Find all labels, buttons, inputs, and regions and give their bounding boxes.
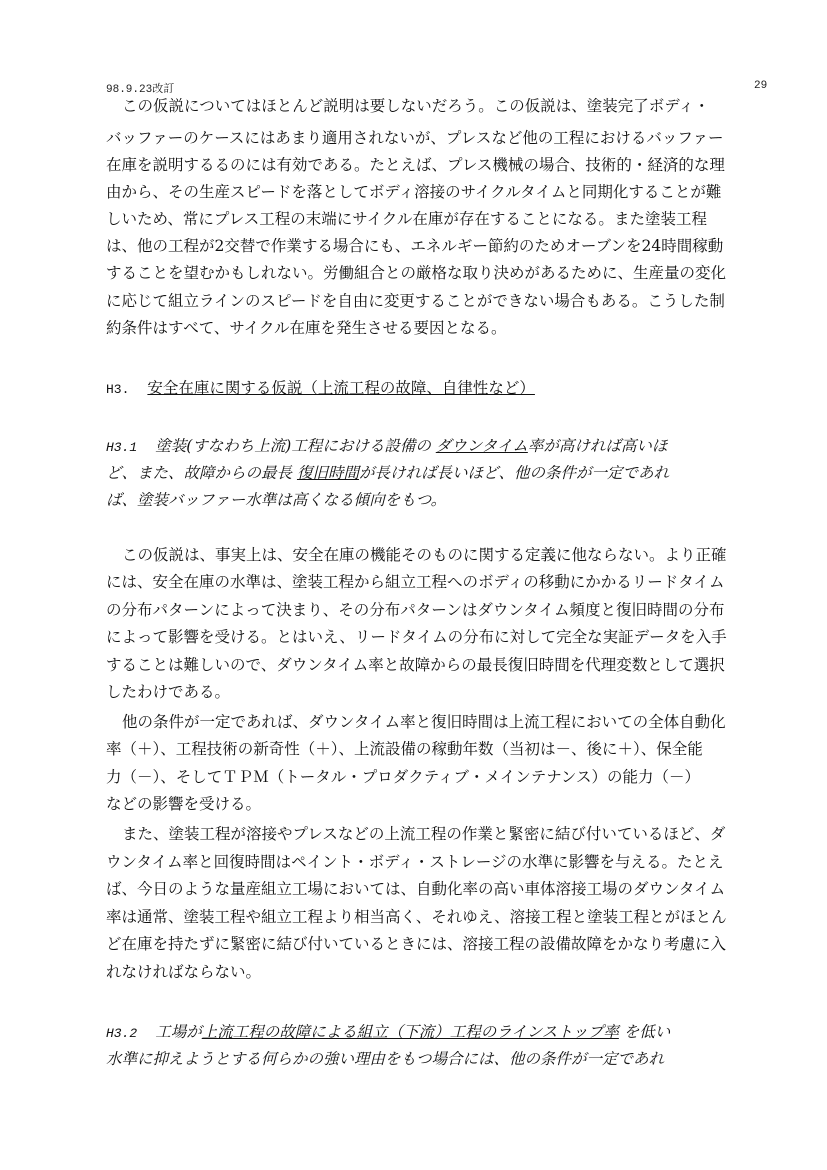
underlined-term: 上流工程の故障による組立（下流）工程のラインストップ率 (201, 1023, 619, 1041)
section-heading-h3 (106, 376, 535, 398)
heading-id: H3. (106, 382, 130, 397)
text-line: ウンタイム率と回復時間はペイント・ボディ・ストレージの水準に影響を与える。たとえ (106, 853, 724, 871)
text-line: この仮説は、事実上は、安全在庫の機能そのものに関する定義に他ならない。より正確 (122, 546, 727, 564)
text-line: の分布パターンによって決まり、その分布パターンはダウンタイム頻度と復旧時間の分布 (106, 601, 725, 619)
text-line: 力（－）、そしてＴＰＭ（トータル・プロダクティブ・メインテナンス）の能力（－） (106, 768, 700, 786)
text-line: などの影響を受ける。 (106, 795, 262, 813)
text-line: れなければならない。 (106, 963, 262, 981)
heading-title: 安全在庫に関する仮説（上流工程の故障、自律性など） (147, 379, 535, 397)
underlined-term: 復旧時間 (296, 464, 359, 482)
text-line: ば、今日のような量産組立工場においては、自動化率の高い車体溶接工場のダウンタイム (106, 880, 726, 898)
text-line: 約条件はすべて、サイクル在庫を発生させる要因となる。 (106, 319, 507, 337)
hypothesis-text: ど、また、故障からの最長 (106, 464, 293, 482)
text-line: 在庫を説明するるのには有効である。たとえば、プレス機械の場合、技術的・経済的な理 (106, 156, 725, 174)
hypothesis-text: 工場が (155, 1023, 202, 1041)
text-line: ど在庫を持たずに緊密に結び付いているときには、溶接工程の設備故障をかなり考慮に入 (106, 935, 727, 953)
text-line: したわけである。 (106, 683, 231, 701)
text-line: バッファーのケースにはあまり適用されないが、プレスなど他の工程におけるバッファー (106, 129, 724, 147)
text-line: 他の条件が一定であれば、ダウンタイム率と復旧時間は上流工程においての全体自動化 (122, 713, 726, 731)
hypothesis-text: 率が高ければ高いほ (527, 437, 668, 455)
text-line: 由から、その生産スピードを落としてボディ溶接のサイクルタイムと同期化することが難 (106, 183, 722, 201)
header-date: 98.9.23改訂 (106, 84, 175, 96)
hypothesis-id: H3.1 (106, 440, 138, 455)
hypothesis-line: ば、塗装バッファー水準は高くなる傾向をもつ。 (106, 491, 447, 509)
hypothesis-line (106, 434, 667, 456)
text-line: 率（＋）、工程技術の新奇性（＋）、上流設備の稼動年数（当初は－、後に＋）、保全能 (106, 740, 703, 758)
text-line: しいため、常にプレス工程の末端にサイクル在庫が存在することになる。また塗装工程 (106, 210, 707, 228)
text-line: には、安全在庫の水準は、塗装工程から組立工程へのボディの移動にかかるリードタイム (106, 573, 725, 591)
text-line: に応じて組立ラインのスピードを自由に変更することができない場合もある。こうした制 (106, 292, 725, 310)
hypothesis-line: 水準に抑えようとする何らかの強い理由をもつ場合には、他の条件が一定であれ (106, 1050, 665, 1068)
text-line: 率は通常、塗装工程や組立工程より相当高く、それゆえ、溶接工程と塗装工程とがほとん (106, 908, 727, 926)
hypothesis-line (106, 461, 669, 483)
underlined-term: ダウンタイム (435, 437, 528, 455)
hypothesis-text: を低い (623, 1023, 671, 1041)
page-number: 29 (754, 80, 768, 92)
hypothesis-text: が長ければ長いほど、他の条件が一定であれ (358, 464, 669, 482)
hypothesis-text: 塗装(すなわち上流)工程における設備の (155, 437, 431, 455)
text-line: また、塗装工程が溶接やプレスなどの上流工程の作業と緊密に結び付いているほど、ダ (122, 825, 726, 843)
text-line: によって影響を受ける。とはいえ、リードタイムの分布に対して完全な実証データを入手 (106, 628, 727, 646)
hypothesis-id: H3.2 (106, 1026, 138, 1041)
text-line: この仮説についてはほとんど説明は要しないだろう。この仮説は、塗装完了ボディ・ (122, 97, 710, 115)
text-line: することは難しいので、ダウンタイム率と故障からの最長復旧時間を代理変数として選択 (106, 656, 725, 674)
hypothesis-line (106, 1020, 670, 1042)
text-line: は、他の工程が2交替で作業する場合にも、エネルギー節約のためオーブンを24時間稼動 (106, 237, 724, 255)
text-line: することを望むかもしれない。労働組合との厳格な取り決めがあるために、生産量の変化 (106, 264, 727, 282)
